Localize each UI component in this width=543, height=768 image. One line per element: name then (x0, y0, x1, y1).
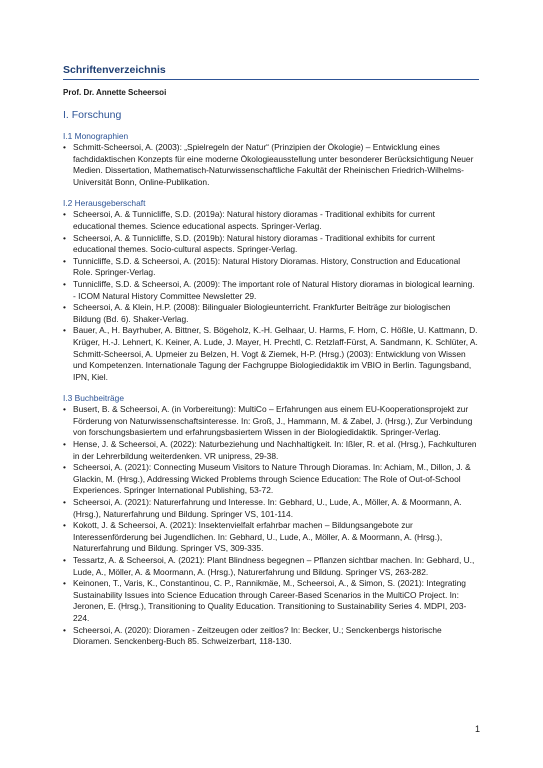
subsection-heading: I.3 Buchbeiträge (63, 393, 124, 404)
reference-item: • Scheersoi, A. (2021): Connecting Museum Visitors to Nature Through Dioramas. In: Achiam, M., Dillon, J. & Glackin, M. (Hrsg.), Addressing Wicked Problems through Science Education: The Role of Out-of-School Experiences. Springer International Publishing, 53-72. (63, 462, 479, 497)
reference-item: • Schmitt-Scheersoi, A. (2003): „Spielregeln der Natur“ (Prinzipien der Ökologie) – Entwicklung eines fachdidaktischen Konzepts für eine moderne Ökologieausstellung unter besonderer Berücksichtigung Neuer Medien. Dissertation, Mathematisch-Naturwissenschaftliche Fakultät der Rheinischen Friedrich-Wilhelms-Universität Bonn, Online-Publikation. (63, 142, 479, 188)
subsection-monographien (63, 131, 479, 188)
reference-item: • Hense, J. & Scheersoi, A. (2022): Naturbeziehung und Nachhaltigkeit. In: Ißler, R. et al. (Hrsg.), Fachkulturen in der Lehrerbildung weiterdenken. VR unipress, 29-38. (63, 439, 479, 462)
reference-item: • Scheersoi, A. & Tunnicliffe, S.D. (2019a): Natural history dioramas - Traditional exhibits for current educational themes. Science educational aspects. Springer-Verlag. (63, 209, 479, 232)
reference-list (63, 404, 479, 647)
author-name: Prof. Dr. Annette Scheersoi (63, 88, 167, 97)
page-number: 1 (474, 724, 480, 734)
reference-item: • Keinonen, T., Varis, K., Constantinou, C. P., Rannikmäe, M., Scheersoi, A., & Simon, S. (2021): Integrating Sustainability Issues into Science Education through Career-Based Scenarios in the MultiCO Project. In: Jeronen, E. (Hrsg.), Transitioning to Quality Education. Transitioning to Sustainability Series 4. MDPI, 203-224. (63, 578, 479, 624)
reference-item: • Tunnicliffe, S.D. & Scheersoi, A. (2015): Natural History Dioramas. History, Construction and Educational Role. Springer-Verlag. (63, 256, 479, 279)
reference-item: • Scheersoi, A. (2021): Naturerfahrung und Interesse. In: Gebhard, U., Lude, A., Möller, A. & Moormann, A. (Hrsg.), Naturerfahrung und Bildung. Springer VS, 101-114. (63, 497, 479, 520)
reference-item: • Scheersoi, A. & Tunnicliffe, S.D. (2019b): Natural history dioramas - Traditional exhibits for current educational themes. Socio-cultural aspects. Springer-Verlag. (63, 233, 479, 256)
reference-item: • Tunnicliffe, S.D. & Scheersoi, A. (2009): The important role of Natural History dioramas in biological learning. - ICOM Natural History Committee Newsletter 29. (63, 279, 479, 302)
subsection-heading: I.1 Monographien (63, 131, 129, 141)
subsection-herausgeberschaft (63, 198, 479, 383)
reference-list (63, 142, 479, 188)
section-heading: I. Forschung (63, 109, 122, 121)
subsection-heading: I.2 Herausgeberschaft (63, 198, 146, 209)
reference-item: • Scheersoi, A. (2020): Dioramen - Zeitzeugen oder zeitlos? In: Becker, U.; Senckenbergs historische Dioramen. Senckenberg-Buch 85. Schweizerbart, 118-130. (63, 625, 479, 648)
reference-list (63, 209, 479, 383)
document-title: Schriftenverzeichnis (63, 64, 479, 80)
reference-item: • Scheersoi, A. & Klein, H.P. (2008): Bilingualer Biologieunterricht. Frankfurter Beiträge zur biologischen Bildung (Bd. 6). Shaker-Verlag. (63, 302, 479, 325)
reference-item: • Busert, B. & Scheersoi, A. (in Vorbereitung): MultiCo – Erfahrungen aus einem EU-Kooperationsprojekt zur Förderung von Naturwissenschaftsinteresse. In: Groß, J., Hammann, M. & Zabel, J. (Hrsg.), Zur Verbindung von forschungsbasiertem und erfahrungsbasiertem Wissen in der Biologiedidaktik. Springer-Verlag. (63, 404, 479, 439)
document-page (63, 64, 479, 648)
reference-item: • Bauer, A., H. Bayrhuber, A. Bittner, S. Bögeholz, K.-H. Gelhaar, U. Harms, F. Horn, C. Hößle, U. Kattmann, D. Krüger, H.-J. Lehnert, K. Keiner, A. Lude, J. Mayer, H. Prechtl, C. Retzlaff-Fürst, A. Sandmann, K. Schlüter, A. Schmitt-Scheersoi, A. Upmeier zu Belzen, H. Vogt & Ziemek, H-P. (Hrsg.) (2003): Entwicklung von Wissen und Kompetenzen. Internationale Tagung der Fachgruppe Biologiedidaktik im VBIO in Berlin. Tagungsband, IPN, Kiel. (63, 325, 479, 383)
reference-item: • Kokott, J. & Scheersoi, A. (2021): Insektenvielfalt erfahrbar machen – Bildungsangebote zur Interessenförderung bei Jugendlichen. In: Gebhard, U., Lude, A., Möller, A. & Moormann, A. (Hrsg.), Naturerfahrung und Bildung. Springer VS, 309-335. (63, 520, 479, 555)
subsection-buchbeitraege (63, 393, 479, 647)
reference-item: • Tessartz, A. & Scheersoi, A. (2021): Plant Blindness begegnen – Pflanzen sichtbar machen. In: Gebhard, U., Lude, A., Möller, A. & Moormann, A. (Hrsg.), Naturerfahrung und Bildung. Springer VS, 263-282. (63, 555, 479, 578)
